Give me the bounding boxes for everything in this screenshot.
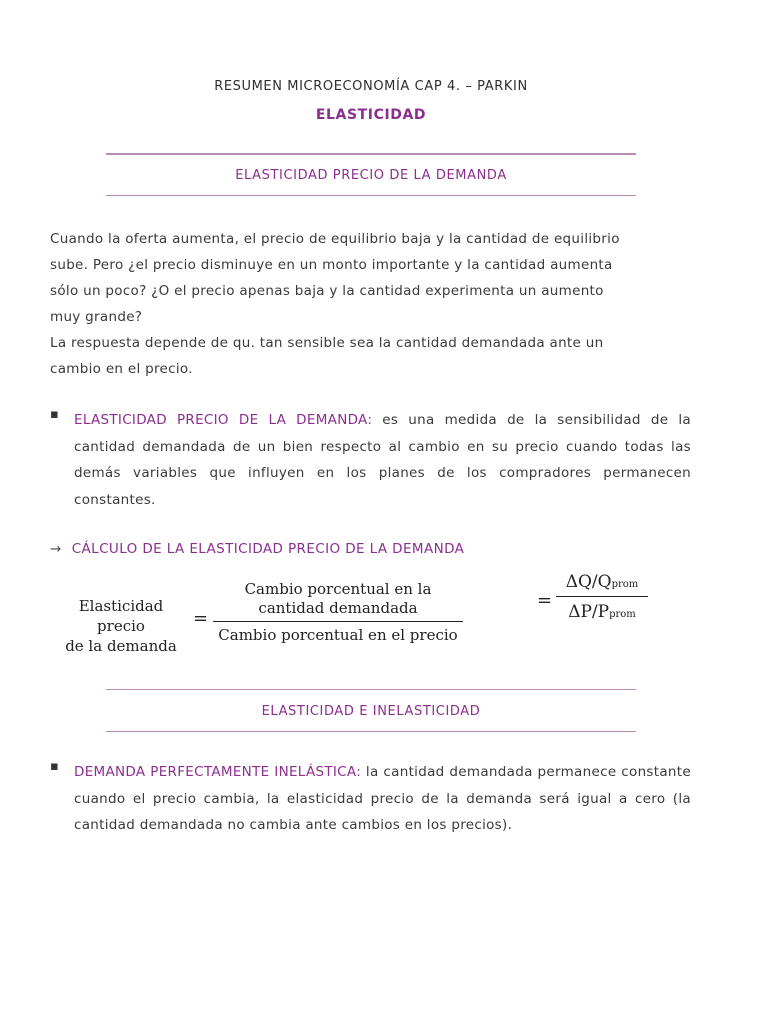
formula-equals: = xyxy=(537,590,553,611)
formula-rhs-numerator: ΔQ/Qprom xyxy=(565,572,639,592)
calc-heading-line xyxy=(50,541,464,557)
intro-line: muy grande? xyxy=(50,309,143,325)
page-header-title: RESUMEN MICROECONOMÍA CAP 4. – PARKIN xyxy=(214,79,528,94)
formula-denominator: Cambio porcentual en el precio xyxy=(218,626,458,644)
section-rule-top xyxy=(106,153,636,155)
section-rule-bottom xyxy=(106,731,636,732)
bullet-icon: ▪ xyxy=(50,759,59,774)
bullet-text xyxy=(74,759,691,839)
bullet-definition: la cantidad demandada permanece constante cuando el precio cambia, la elasticidad precio de la demanda será igual a cero (la cantidad demandada no cambia ante cambios en los precios). xyxy=(74,764,691,833)
intro-line: cambio en el precio. xyxy=(50,361,193,377)
section-rule-top xyxy=(106,689,636,690)
fraction-bar xyxy=(213,621,463,622)
page-header-subtitle: ELASTICIDAD xyxy=(315,107,427,123)
formula-rhs-fraction xyxy=(556,572,648,622)
formula-lhs-line: de la demanda xyxy=(65,637,177,655)
intro-line: La respuesta depende de qu. tan sensible sea la cantidad demandada ante un xyxy=(50,335,604,351)
intro-line: Cuando la oferta aumenta, el precio de equilibrio baja y la cantidad de equilibrio xyxy=(50,231,620,247)
calc-heading: CÁLCULO DE LA ELASTICIDAD PRECIO DE LA DEMANDA xyxy=(71,541,465,557)
fraction-bar xyxy=(556,596,648,597)
bullet-term: DEMANDA PERFECTAMENTE INELÁSTICA: xyxy=(74,764,362,780)
formula-rhs-denominator: ΔP/Pprom xyxy=(568,602,636,622)
bullet-term: ELASTICIDAD PRECIO DE LA DEMANDA: xyxy=(74,412,373,428)
section-heading-elasticidad-inelasticidad: ELASTICIDAD E INELASTICIDAD xyxy=(261,704,481,719)
section-rule-bottom xyxy=(106,195,636,196)
bullet-icon: ▪ xyxy=(50,407,59,422)
arrow-right-icon: → xyxy=(50,541,62,557)
formula-lhs xyxy=(56,596,186,656)
intro-paragraph xyxy=(50,226,690,382)
formula-equals: = xyxy=(193,608,209,629)
elasticity-formula xyxy=(0,572,768,655)
intro-line: sólo un poco? ¿O el precio apenas baja y la cantidad experimenta un aumento xyxy=(50,283,604,299)
intro-line: sube. Pero ¿el precio disminuye en un monto importante y la cantidad aumenta xyxy=(50,257,613,273)
formula-fraction xyxy=(213,580,463,644)
bullet-definition: es una medida de la sensibilidad de la cantidad demandada de un bien respecto al cambio en su precio cuando todas las demás variables que influyen en los planes de los compradores permanecen constantes. xyxy=(74,412,691,508)
bullet-text xyxy=(74,407,691,513)
section-heading-elasticidad-precio: ELASTICIDAD PRECIO DE LA DEMANDA xyxy=(235,168,507,183)
formula-numerator: Cambio porcentual en la xyxy=(244,580,432,598)
formula-numerator: cantidad demandada xyxy=(258,599,418,617)
formula-lhs-line: Elasticidad precio xyxy=(78,597,164,635)
